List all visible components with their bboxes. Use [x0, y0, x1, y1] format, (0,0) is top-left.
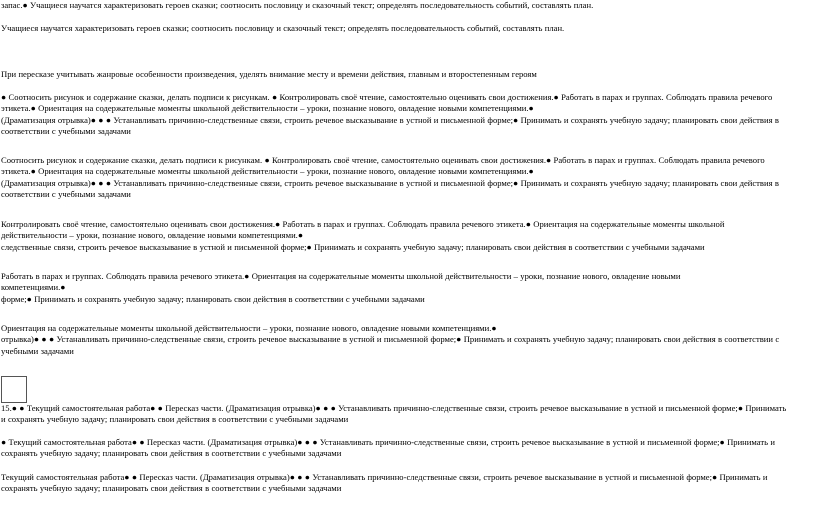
text-line: Ориентация на содержательные моменты школьной действительности – уроки, познание нового, овладение новыми компетенциями.●	[1, 323, 497, 333]
paragraph-lesson-15	[1, 403, 813, 426]
text-line: форме;● Принимать и сохранять учебную задачу; планировать свои действия в соответствии с учебными задачами	[1, 293, 425, 304]
paragraph-retelling	[1, 69, 813, 80]
text-line: Учащиеся научатся характеризовать героев сказки; соотносить пословицу и сказочный текст; определять последовательность событий, составлять план.	[1, 23, 565, 33]
paragraph-activities-1	[1, 92, 813, 138]
text-line: запас.● Учащиеся научатся характеризовать героев сказки; соотносить пословицу и сказочный текст; определять последовательность событий, составлять план.	[1, 0, 594, 10]
text-line: сохранять учебную задачу; планировать свои действия в соответствии с учебными задачами	[1, 483, 342, 494]
paragraph-activities-5	[1, 323, 813, 357]
text-line: Соотносить рисунок и содержание сказки, делать подписи к рисункам. ● Контролировать своё чтение, самостоятельно оценивать свои достижения.● Работать в парах и группах. Соблюдать правила речевого	[1, 155, 765, 165]
text-line: Текущий самостоятельная работа● ● Пересказ части. (Драматизация отрывка)● ● ● Устанавливать причинно-следственные связи, строить речевое высказывание в устной и письменной форме;● Принимать и	[1, 472, 768, 482]
text-line: сохранять учебную задачу; планировать свои действия в соответствии с учебными задачами	[1, 448, 342, 459]
text-line: (Драматизация отрывка)● ● ● Устанавливать причинно-следственные связи, строить речевое высказывание в устной и письменной форме;● Принимать и сохранять учебную задачу; планировать свои действия в	[1, 114, 779, 125]
text-line: 15.● ● Текущий самостоятельная работа● ● Пересказ части. (Драматизация отрывка)● ● ● Устанавливать причинно-следственные связи, строить речевое высказывание в устной и письменной форме;● Принимать	[1, 403, 787, 413]
text-line: ● Текущий самостоятельная работа● ● Пересказ части. (Драматизация отрывка)● ● ● Устанавливать причинно-следственные связи, строить речевое высказывание в устной и письменной форме;● Принимать и	[1, 437, 775, 447]
paragraph-activities-4	[1, 271, 813, 305]
paragraph-activities-2	[1, 155, 813, 201]
paragraph-outcomes-intro	[1, 0, 813, 11]
text-line: этикета.● Ориентация на содержательные моменты школьной действительности – уроки, познание нового, овладение новыми компетенциями.●	[1, 166, 534, 177]
text-line: компетенциями.●	[1, 282, 66, 293]
text-line: соответствии с учебными задачами	[1, 189, 131, 200]
paragraph-independent-work-1	[1, 437, 813, 460]
text-line: ● Соотносить рисунок и содержание сказки, делать подписи к рисункам. ● Контролировать своё чтение, самостоятельно оценивать свои достижения.● Работать в парах и группах. Соблюдать правила речевого	[1, 92, 773, 102]
text-line: При пересказе учитывать жанровые особенности произведения, уделять внимание месту и времени действия, главным и второстепенным героям	[1, 69, 537, 79]
text-line: (Драматизация отрывка)● ● ● Устанавливать причинно-следственные связи, строить речевое высказывание в устной и письменной форме;● Принимать и сохранять учебную задачу; планировать свои действия в	[1, 177, 779, 188]
text-line: отрывка)● ● ● Устанавливать причинно-следственные связи, строить речевое высказывание в устной и письменной форме;● Принимать и сохранять учебную задачу; планировать свои действия в соответствии с	[1, 334, 780, 345]
text-line: соответствии с учебными задачами	[1, 126, 131, 137]
text-line: учебными задачами	[1, 345, 74, 356]
text-line: и сохранять учебную задачу; планировать свои действия в соответствии с учебными задачами	[1, 414, 349, 425]
paragraph-outcomes	[1, 23, 813, 34]
text-line: следственные связи, строить речевое высказывание в устной и письменной форме;● Принимать и сохранять учебную задачу; планировать свои действия в соответствии с учебными задачами	[1, 241, 705, 252]
text-line: действительности – уроки, познание нового, овладение новыми компетенциями.●	[1, 230, 304, 241]
paragraph-activities-3	[1, 219, 813, 253]
text-line: Работать в парах и группах. Соблюдать правила речевого этикета.● Ориентация на содержательные моменты школьной действительности – уроки, познание нового, овладение новыми	[1, 271, 681, 281]
paragraph-independent-work-2	[1, 472, 813, 495]
text-line: этикета.● Ориентация на содержательные моменты школьной действительности – уроки, познание нового, овладение новыми компетенциями.●	[1, 103, 534, 114]
empty-table-cell	[1, 376, 27, 403]
text-line: Контролировать своё чтение, самостоятельно оценивать свои достижения.● Работать в парах и группах. Соблюдать правила речевого этикета.● Ориентация на содержательные моменты школьной	[1, 219, 725, 229]
